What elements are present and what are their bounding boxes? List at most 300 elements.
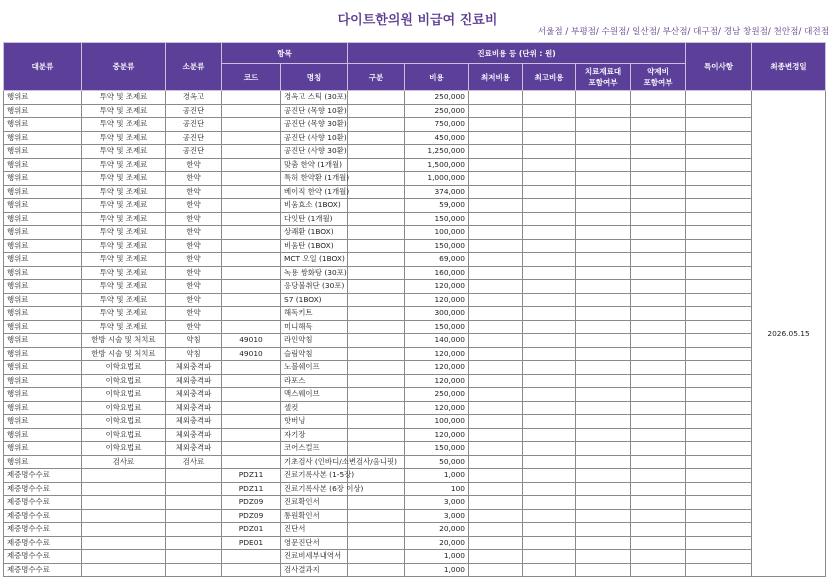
name-cell: 비움탄 (1BOX) xyxy=(281,239,348,253)
code-cell xyxy=(222,455,281,469)
min-cost-cell xyxy=(469,320,523,334)
notes-cell xyxy=(686,523,752,537)
minor-cell: 한약 xyxy=(166,226,222,240)
table-row xyxy=(4,374,826,388)
name-cell: 맞춤 한약 (1개월) xyxy=(281,158,348,172)
name-cell: 경옥고 스틱 (30포) xyxy=(281,91,348,105)
middle-cell: 투약 및 조제료 xyxy=(82,145,166,159)
table-row xyxy=(4,226,826,240)
code-cell xyxy=(222,293,281,307)
minor-cell: 검사료 xyxy=(166,455,222,469)
type-cell xyxy=(348,320,405,334)
table-row xyxy=(4,388,826,402)
table-row xyxy=(4,347,826,361)
code-cell xyxy=(222,145,281,159)
material-cell xyxy=(576,172,631,186)
cost-cell: 1,500,000 xyxy=(405,158,469,172)
cost-cell: 150,000 xyxy=(405,442,469,456)
name-cell: 베이직 한약 (1개월) xyxy=(281,185,348,199)
type-cell xyxy=(348,374,405,388)
notes-cell xyxy=(686,239,752,253)
medicine-cell xyxy=(631,550,686,564)
table-row xyxy=(4,550,826,564)
cost-cell: 120,000 xyxy=(405,361,469,375)
name-cell: 진료비세부내역서 xyxy=(281,550,348,564)
code-cell xyxy=(222,239,281,253)
code-cell xyxy=(222,199,281,213)
cost-cell: 1,000 xyxy=(405,550,469,564)
header-fee-group: 진료비용 등 (단위 : 원) xyxy=(348,43,686,64)
fee-table xyxy=(3,42,826,577)
type-cell xyxy=(348,388,405,402)
cost-cell: 50,000 xyxy=(405,455,469,469)
name-cell: 진료기록사본 (1-5장) xyxy=(281,469,348,483)
minor-cell xyxy=(166,509,222,523)
type-cell xyxy=(348,415,405,429)
notes-cell xyxy=(686,104,752,118)
table-row xyxy=(4,212,826,226)
medicine-cell xyxy=(631,347,686,361)
code-cell xyxy=(222,253,281,267)
max-cost-cell xyxy=(523,482,576,496)
type-cell xyxy=(348,307,405,321)
min-cost-cell xyxy=(469,550,523,564)
minor-cell xyxy=(166,482,222,496)
name-cell: 검사결과지 xyxy=(281,563,348,577)
code-cell xyxy=(222,172,281,186)
cost-cell: 150,000 xyxy=(405,320,469,334)
type-cell xyxy=(348,293,405,307)
minor-cell: 경옥고 xyxy=(166,91,222,105)
major-cell: 행위료 xyxy=(4,347,82,361)
min-cost-cell xyxy=(469,253,523,267)
table-row xyxy=(4,239,826,253)
last-changed-date: 2026.05.15 xyxy=(752,91,826,577)
major-cell: 행위료 xyxy=(4,226,82,240)
medicine-cell xyxy=(631,415,686,429)
material-cell xyxy=(576,266,631,280)
min-cost-cell xyxy=(469,509,523,523)
notes-cell xyxy=(686,509,752,523)
max-cost-cell xyxy=(523,293,576,307)
middle-cell: 이학요법료 xyxy=(82,401,166,415)
middle-cell: 투약 및 조제료 xyxy=(82,212,166,226)
notes-cell xyxy=(686,307,752,321)
min-cost-cell xyxy=(469,347,523,361)
major-cell: 제증명수수료 xyxy=(4,523,82,537)
minor-cell: 한약 xyxy=(166,158,222,172)
cost-cell: 1,250,000 xyxy=(405,145,469,159)
cost-cell: 250,000 xyxy=(405,104,469,118)
name-cell: 공진단 (사향 10환) xyxy=(281,131,348,145)
name-cell: 진료확인서 xyxy=(281,496,348,510)
medicine-cell xyxy=(631,199,686,213)
minor-cell: 체외충격파 xyxy=(166,442,222,456)
table-row xyxy=(4,118,826,132)
medicine-cell xyxy=(631,428,686,442)
table-row xyxy=(4,131,826,145)
major-cell: 행위료 xyxy=(4,280,82,294)
cost-cell: 374,000 xyxy=(405,185,469,199)
table-row xyxy=(4,104,826,118)
material-cell xyxy=(576,415,631,429)
minor-cell xyxy=(166,563,222,577)
code-cell: PDZ09 xyxy=(222,509,281,523)
cost-cell: 3,000 xyxy=(405,509,469,523)
table-row xyxy=(4,91,826,105)
middle-cell xyxy=(82,563,166,577)
min-cost-cell xyxy=(469,199,523,213)
max-cost-cell xyxy=(523,334,576,348)
cost-cell: 140,000 xyxy=(405,334,469,348)
middle-cell: 이학요법료 xyxy=(82,415,166,429)
header-last-changed: 최종변경일 xyxy=(752,43,826,91)
table-row xyxy=(4,172,826,186)
material-cell xyxy=(576,239,631,253)
max-cost-cell xyxy=(523,145,576,159)
name-cell: 진료기록사본 (6장 이상) xyxy=(281,482,348,496)
minor-cell xyxy=(166,550,222,564)
type-cell xyxy=(348,91,405,105)
minor-cell: 체외충격파 xyxy=(166,415,222,429)
min-cost-cell xyxy=(469,280,523,294)
type-cell xyxy=(348,118,405,132)
major-cell: 행위료 xyxy=(4,158,82,172)
material-cell xyxy=(576,185,631,199)
min-cost-cell xyxy=(469,293,523,307)
middle-cell: 한방 시술 및 처치료 xyxy=(82,347,166,361)
type-cell xyxy=(348,496,405,510)
material-cell xyxy=(576,307,631,321)
code-cell xyxy=(222,104,281,118)
major-cell: 행위료 xyxy=(4,185,82,199)
middle-cell: 이학요법료 xyxy=(82,374,166,388)
major-cell: 제증명수수료 xyxy=(4,509,82,523)
max-cost-cell xyxy=(523,185,576,199)
name-cell: 응당불취단 (30포) xyxy=(281,280,348,294)
code-cell: PDE01 xyxy=(222,536,281,550)
table-row xyxy=(4,253,826,267)
material-cell xyxy=(576,280,631,294)
cost-cell: 160,000 xyxy=(405,266,469,280)
code-cell: 49010 xyxy=(222,334,281,348)
type-cell xyxy=(348,280,405,294)
major-cell: 제증명수수료 xyxy=(4,496,82,510)
minor-cell: 체외충격파 xyxy=(166,361,222,375)
min-cost-cell xyxy=(469,388,523,402)
type-cell xyxy=(348,550,405,564)
medicine-cell xyxy=(631,158,686,172)
table-row xyxy=(4,563,826,577)
table-row xyxy=(4,320,826,334)
middle-cell: 투약 및 조제료 xyxy=(82,307,166,321)
notes-cell xyxy=(686,131,752,145)
max-cost-cell xyxy=(523,455,576,469)
min-cost-cell xyxy=(469,307,523,321)
material-cell xyxy=(576,293,631,307)
table-row xyxy=(4,280,826,294)
min-cost-cell xyxy=(469,469,523,483)
minor-cell: 체외충격파 xyxy=(166,428,222,442)
medicine-cell xyxy=(631,563,686,577)
type-cell xyxy=(348,361,405,375)
major-cell: 행위료 xyxy=(4,374,82,388)
header-major: 대분류 xyxy=(4,43,82,91)
major-cell: 행위료 xyxy=(4,104,82,118)
name-cell: 특허 한약환 (1개월) xyxy=(281,172,348,186)
material-cell xyxy=(576,212,631,226)
table-row xyxy=(4,428,826,442)
table-row xyxy=(4,158,826,172)
type-cell xyxy=(348,131,405,145)
type-cell xyxy=(348,536,405,550)
max-cost-cell xyxy=(523,280,576,294)
header-code: 코드 xyxy=(222,64,281,91)
name-cell: 공진단 (목향 30환) xyxy=(281,118,348,132)
material-cell xyxy=(576,334,631,348)
min-cost-cell xyxy=(469,131,523,145)
medicine-cell xyxy=(631,266,686,280)
medicine-cell xyxy=(631,307,686,321)
middle-cell: 이학요법료 xyxy=(82,428,166,442)
type-cell xyxy=(348,253,405,267)
notes-cell xyxy=(686,91,752,105)
code-cell: PDZ11 xyxy=(222,482,281,496)
min-cost-cell xyxy=(469,91,523,105)
minor-cell: 약침 xyxy=(166,347,222,361)
max-cost-cell xyxy=(523,320,576,334)
max-cost-cell xyxy=(523,172,576,186)
minor-cell: 한약 xyxy=(166,280,222,294)
medicine-cell xyxy=(631,536,686,550)
max-cost-cell xyxy=(523,388,576,402)
major-cell: 행위료 xyxy=(4,307,82,321)
max-cost-cell xyxy=(523,104,576,118)
notes-cell xyxy=(686,347,752,361)
table-row xyxy=(4,469,826,483)
cost-cell: 100,000 xyxy=(405,226,469,240)
min-cost-cell xyxy=(469,212,523,226)
medicine-cell xyxy=(631,388,686,402)
medicine-cell xyxy=(631,226,686,240)
notes-cell xyxy=(686,428,752,442)
material-cell xyxy=(576,455,631,469)
middle-cell: 투약 및 조제료 xyxy=(82,131,166,145)
cost-cell: 120,000 xyxy=(405,347,469,361)
name-cell: 셀컷 xyxy=(281,401,348,415)
medicine-cell xyxy=(631,253,686,267)
type-cell xyxy=(348,509,405,523)
type-cell xyxy=(348,145,405,159)
max-cost-cell xyxy=(523,307,576,321)
middle-cell xyxy=(82,496,166,510)
medicine-cell xyxy=(631,374,686,388)
name-cell: 영문진단서 xyxy=(281,536,348,550)
material-cell xyxy=(576,428,631,442)
max-cost-cell xyxy=(523,428,576,442)
header-cost: 비용 xyxy=(405,64,469,91)
minor-cell: 체외충격파 xyxy=(166,401,222,415)
name-cell: 맥스웨이브 xyxy=(281,388,348,402)
notes-cell xyxy=(686,266,752,280)
major-cell: 행위료 xyxy=(4,118,82,132)
middle-cell: 투약 및 조제료 xyxy=(82,293,166,307)
middle-cell: 투약 및 조제료 xyxy=(82,253,166,267)
table-row xyxy=(4,401,826,415)
middle-cell: 한방 시술 및 처치료 xyxy=(82,334,166,348)
notes-cell xyxy=(686,334,752,348)
max-cost-cell xyxy=(523,401,576,415)
type-cell xyxy=(348,334,405,348)
max-cost-cell xyxy=(523,131,576,145)
minor-cell: 한약 xyxy=(166,253,222,267)
table-row xyxy=(4,185,826,199)
table-row xyxy=(4,334,826,348)
name-cell: 다잇탄 (1개월) xyxy=(281,212,348,226)
code-cell xyxy=(222,266,281,280)
type-cell xyxy=(348,239,405,253)
table-body xyxy=(4,91,826,577)
cost-cell: 150,000 xyxy=(405,212,469,226)
max-cost-cell xyxy=(523,523,576,537)
material-cell xyxy=(576,118,631,132)
notes-cell xyxy=(686,442,752,456)
major-cell: 행위료 xyxy=(4,131,82,145)
table-row xyxy=(4,523,826,537)
medicine-cell xyxy=(631,212,686,226)
table-row xyxy=(4,307,826,321)
material-cell xyxy=(576,550,631,564)
middle-cell xyxy=(82,509,166,523)
middle-cell xyxy=(82,469,166,483)
name-cell: 핫버닝 xyxy=(281,415,348,429)
min-cost-cell xyxy=(469,401,523,415)
medicine-cell xyxy=(631,293,686,307)
type-cell xyxy=(348,347,405,361)
notes-cell xyxy=(686,293,752,307)
cost-cell: 120,000 xyxy=(405,280,469,294)
header-type: 구분 xyxy=(348,64,405,91)
header-min-cost: 최저비용 xyxy=(469,64,523,91)
middle-cell: 투약 및 조제료 xyxy=(82,226,166,240)
code-cell xyxy=(222,131,281,145)
type-cell xyxy=(348,469,405,483)
material-cell xyxy=(576,104,631,118)
middle-cell: 투약 및 조제료 xyxy=(82,199,166,213)
major-cell: 행위료 xyxy=(4,334,82,348)
min-cost-cell xyxy=(469,118,523,132)
middle-cell: 투약 및 조제료 xyxy=(82,266,166,280)
medicine-cell xyxy=(631,91,686,105)
major-cell: 행위료 xyxy=(4,91,82,105)
notes-cell xyxy=(686,320,752,334)
material-cell xyxy=(576,509,631,523)
type-cell xyxy=(348,185,405,199)
minor-cell: 약침 xyxy=(166,334,222,348)
max-cost-cell xyxy=(523,239,576,253)
type-cell xyxy=(348,401,405,415)
cost-cell: 20,000 xyxy=(405,523,469,537)
middle-cell: 투약 및 조제료 xyxy=(82,172,166,186)
medicine-cell xyxy=(631,482,686,496)
max-cost-cell xyxy=(523,361,576,375)
medicine-cell xyxy=(631,401,686,415)
name-cell: 라인약침 xyxy=(281,334,348,348)
type-cell xyxy=(348,199,405,213)
medicine-cell xyxy=(631,469,686,483)
name-cell: 공진단 (목향 10환) xyxy=(281,104,348,118)
material-cell xyxy=(576,388,631,402)
material-cell xyxy=(576,91,631,105)
minor-cell: 공진단 xyxy=(166,104,222,118)
middle-cell xyxy=(82,523,166,537)
max-cost-cell xyxy=(523,509,576,523)
middle-cell: 이학요법료 xyxy=(82,388,166,402)
code-cell xyxy=(222,280,281,294)
medicine-cell xyxy=(631,320,686,334)
code-cell: PDZ11 xyxy=(222,469,281,483)
min-cost-cell xyxy=(469,158,523,172)
min-cost-cell xyxy=(469,415,523,429)
minor-cell: 한약 xyxy=(166,212,222,226)
name-cell: 상쾌환 (1BOX) xyxy=(281,226,348,240)
minor-cell: 공진단 xyxy=(166,131,222,145)
major-cell: 제증명수수료 xyxy=(4,482,82,496)
name-cell: 코어스컬프 xyxy=(281,442,348,456)
max-cost-cell xyxy=(523,212,576,226)
material-cell xyxy=(576,361,631,375)
major-cell: 행위료 xyxy=(4,199,82,213)
major-cell: 제증명수수료 xyxy=(4,536,82,550)
name-cell: 통원확인서 xyxy=(281,509,348,523)
min-cost-cell xyxy=(469,374,523,388)
branch-list: 서울점 / 부평점/ 수원점/ 일산점/ 부산점/ 대구점/ 경남 창원점/ 천안점/ 대전점 xyxy=(537,27,829,37)
major-cell: 행위료 xyxy=(4,172,82,186)
type-cell xyxy=(348,428,405,442)
type-cell xyxy=(348,563,405,577)
code-cell xyxy=(222,415,281,429)
name-cell: 해독키트 xyxy=(281,307,348,321)
medicine-cell xyxy=(631,145,686,159)
cost-cell: 59,000 xyxy=(405,199,469,213)
code-cell xyxy=(222,91,281,105)
cost-cell: 20,000 xyxy=(405,536,469,550)
max-cost-cell xyxy=(523,253,576,267)
code-cell: PDZ09 xyxy=(222,496,281,510)
max-cost-cell xyxy=(523,563,576,577)
max-cost-cell xyxy=(523,469,576,483)
middle-cell: 투약 및 조제료 xyxy=(82,91,166,105)
middle-cell: 이학요법료 xyxy=(82,442,166,456)
major-cell: 제증명수수료 xyxy=(4,550,82,564)
code-cell xyxy=(222,158,281,172)
medicine-cell xyxy=(631,239,686,253)
minor-cell xyxy=(166,496,222,510)
header-medicine-included: 약제비 포함여부 xyxy=(631,64,686,91)
minor-cell: 한약 xyxy=(166,307,222,321)
notes-cell xyxy=(686,401,752,415)
max-cost-cell xyxy=(523,266,576,280)
header-max-cost: 최고비용 xyxy=(523,64,576,91)
medicine-cell xyxy=(631,280,686,294)
minor-cell: 체외충격파 xyxy=(166,374,222,388)
table-row xyxy=(4,509,826,523)
notes-cell xyxy=(686,388,752,402)
max-cost-cell xyxy=(523,536,576,550)
medicine-cell xyxy=(631,455,686,469)
code-cell xyxy=(222,550,281,564)
type-cell xyxy=(348,523,405,537)
